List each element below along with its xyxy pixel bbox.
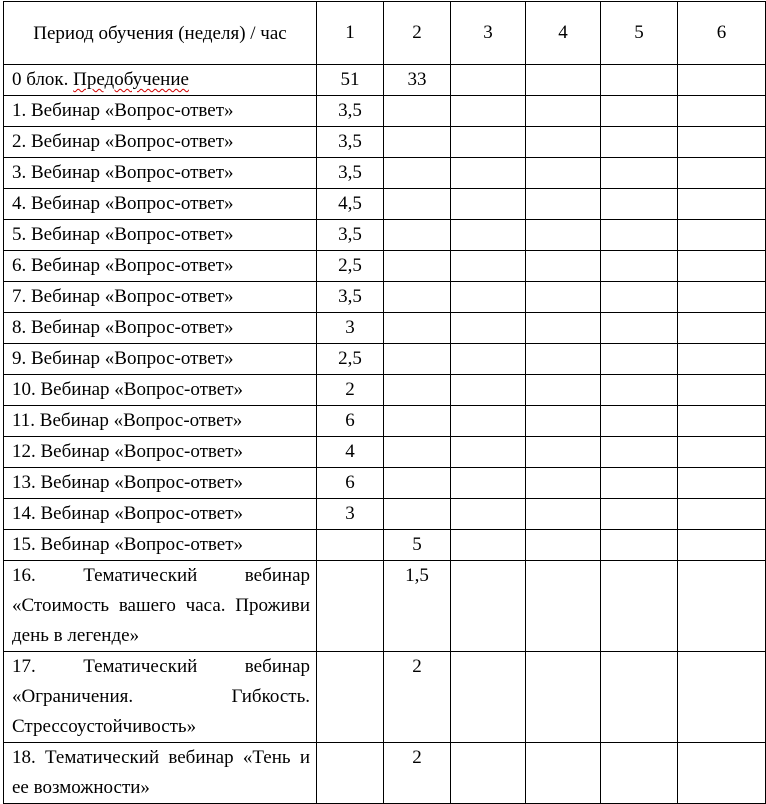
value-cell [526, 251, 601, 282]
value-cell [526, 65, 601, 96]
table-row [4, 313, 766, 344]
topic-cell: 2. Вебинар «Вопрос-ответ» [4, 127, 317, 158]
topic-cell: 15. Вебинар «Вопрос-ответ» [4, 530, 317, 561]
value-cell [384, 375, 451, 406]
value-cell [384, 189, 451, 220]
value-cell: 2 [384, 652, 451, 743]
value-cell [526, 499, 601, 530]
topic-cell: 13. Вебинар «Вопрос-ответ» [4, 468, 317, 499]
value-cell [526, 96, 601, 127]
value-cell [601, 437, 678, 468]
value-cell [526, 437, 601, 468]
value-cell [601, 499, 678, 530]
value-cell [601, 406, 678, 437]
header-week-2: 2 [384, 2, 451, 65]
value-cell [451, 65, 526, 96]
table-row [4, 282, 766, 313]
value-cell [678, 561, 766, 652]
value-cell: 3,5 [317, 158, 384, 189]
value-cell: 2,5 [317, 251, 384, 282]
value-cell [317, 530, 384, 561]
schedule-table [3, 1, 766, 804]
value-cell [317, 652, 384, 743]
header-week-5: 5 [601, 2, 678, 65]
value-cell [451, 652, 526, 743]
value-cell [384, 127, 451, 158]
topic-cell: 18. Тематический вебинар «Тень и ее возможности» [4, 743, 317, 804]
value-cell [451, 375, 526, 406]
value-cell: 3,5 [317, 96, 384, 127]
value-cell [451, 437, 526, 468]
header-week-1: 1 [317, 2, 384, 65]
value-cell [601, 158, 678, 189]
value-cell [526, 313, 601, 344]
value-cell: 3 [317, 499, 384, 530]
value-cell [451, 743, 526, 804]
value-cell [601, 189, 678, 220]
value-cell: 2 [317, 375, 384, 406]
table-row [4, 561, 766, 652]
value-cell [451, 127, 526, 158]
value-cell: 3,5 [317, 282, 384, 313]
value-cell [678, 406, 766, 437]
value-cell [451, 189, 526, 220]
value-cell [451, 96, 526, 127]
topic-cell: 14. Вебинар «Вопрос-ответ» [4, 499, 317, 530]
value-cell: 5 [384, 530, 451, 561]
value-cell [678, 652, 766, 743]
topic-cell: 9. Вебинар «Вопрос-ответ» [4, 344, 317, 375]
value-cell: 4,5 [317, 189, 384, 220]
value-cell: 3,5 [317, 220, 384, 251]
value-cell: 1,5 [384, 561, 451, 652]
value-cell [678, 282, 766, 313]
table-row [4, 437, 766, 468]
value-cell [678, 189, 766, 220]
value-cell [317, 561, 384, 652]
value-cell [451, 282, 526, 313]
value-cell [678, 743, 766, 804]
header-week-4: 4 [526, 2, 601, 65]
table-row [4, 189, 766, 220]
value-cell [526, 406, 601, 437]
value-cell [451, 344, 526, 375]
value-cell [526, 375, 601, 406]
value-cell [678, 313, 766, 344]
value-cell [451, 251, 526, 282]
value-cell [678, 437, 766, 468]
value-cell [601, 530, 678, 561]
value-cell [601, 96, 678, 127]
value-cell: 51 [317, 65, 384, 96]
value-cell [526, 743, 601, 804]
table-row [4, 375, 766, 406]
value-cell: 2 [384, 743, 451, 804]
value-cell [601, 251, 678, 282]
topic-cell: 8. Вебинар «Вопрос-ответ» [4, 313, 317, 344]
value-cell [451, 561, 526, 652]
topic-cell: 17. Тематический вебинар «Ограничения. Гибкость. Стрессоустойчивость» [4, 652, 317, 743]
value-cell [601, 652, 678, 743]
value-cell [384, 96, 451, 127]
value-cell [384, 468, 451, 499]
value-cell [601, 220, 678, 251]
topic-cell: 6. Вебинар «Вопрос-ответ» [4, 251, 317, 282]
value-cell: 33 [384, 65, 451, 96]
value-cell [601, 468, 678, 499]
value-cell [384, 251, 451, 282]
table-row [4, 96, 766, 127]
table-row [4, 251, 766, 282]
table-row [4, 127, 766, 158]
value-cell [526, 468, 601, 499]
value-cell [678, 499, 766, 530]
value-cell [526, 127, 601, 158]
table-row [4, 468, 766, 499]
value-cell [601, 65, 678, 96]
topic-cell: 12. Вебинар «Вопрос-ответ» [4, 437, 317, 468]
value-cell [526, 652, 601, 743]
header-week-3: 3 [451, 2, 526, 65]
value-cell [384, 344, 451, 375]
value-cell [526, 530, 601, 561]
topic-cell: 1. Вебинар «Вопрос-ответ» [4, 96, 317, 127]
value-cell [601, 561, 678, 652]
value-cell [678, 96, 766, 127]
value-cell [678, 375, 766, 406]
value-cell [678, 251, 766, 282]
topic-cell: 3. Вебинар «Вопрос-ответ» [4, 158, 317, 189]
table-row [4, 65, 766, 96]
header-period-label: Период обучения (неделя) / час [4, 2, 317, 65]
value-cell [451, 499, 526, 530]
header-week-6: 6 [678, 2, 766, 65]
value-cell [601, 375, 678, 406]
value-cell [451, 158, 526, 189]
value-cell [678, 158, 766, 189]
topic-cell: 4. Вебинар «Вопрос-ответ» [4, 189, 317, 220]
value-cell [526, 158, 601, 189]
table-row [4, 220, 766, 251]
table-row [4, 652, 766, 743]
table-row [4, 530, 766, 561]
value-cell: 3,5 [317, 127, 384, 158]
value-cell [384, 220, 451, 251]
value-cell [601, 344, 678, 375]
value-cell [451, 220, 526, 251]
topic-cell: 16. Тематический вебинар «Стоимость вашего часа. Проживи день в легенде» [4, 561, 317, 652]
table-row [4, 406, 766, 437]
value-cell [384, 158, 451, 189]
value-cell [526, 220, 601, 251]
value-cell: 6 [317, 468, 384, 499]
value-cell [678, 220, 766, 251]
value-cell [678, 468, 766, 499]
value-cell [601, 743, 678, 804]
value-cell [678, 530, 766, 561]
topic-cell: 7. Вебинар «Вопрос-ответ» [4, 282, 317, 313]
table-row [4, 158, 766, 189]
value-cell [526, 282, 601, 313]
value-cell: 3 [317, 313, 384, 344]
topic-cell [4, 65, 317, 96]
topic-cell: 10. Вебинар «Вопрос-ответ» [4, 375, 317, 406]
value-cell [317, 743, 384, 804]
value-cell [526, 344, 601, 375]
table-row [4, 344, 766, 375]
value-cell [451, 468, 526, 499]
value-cell [678, 65, 766, 96]
value-cell [526, 561, 601, 652]
value-cell [601, 313, 678, 344]
value-cell [678, 344, 766, 375]
value-cell [678, 127, 766, 158]
value-cell [384, 499, 451, 530]
value-cell [601, 127, 678, 158]
value-cell [384, 406, 451, 437]
value-cell [384, 437, 451, 468]
value-cell: 2,5 [317, 344, 384, 375]
table-row [4, 499, 766, 530]
value-cell: 6 [317, 406, 384, 437]
value-cell [451, 406, 526, 437]
value-cell [526, 189, 601, 220]
value-cell [384, 313, 451, 344]
header-row [4, 2, 766, 65]
topic-cell: 5. Вебинар «Вопрос-ответ» [4, 220, 317, 251]
value-cell [451, 530, 526, 561]
topic-cell: 11. Вебинар «Вопрос-ответ» [4, 406, 317, 437]
value-cell [601, 282, 678, 313]
value-cell [451, 313, 526, 344]
value-cell: 4 [317, 437, 384, 468]
value-cell [384, 282, 451, 313]
topic-misspelled-word: Предобучение [73, 69, 189, 90]
topic-prefix: 0 блок. [12, 69, 74, 90]
table-row [4, 743, 766, 804]
